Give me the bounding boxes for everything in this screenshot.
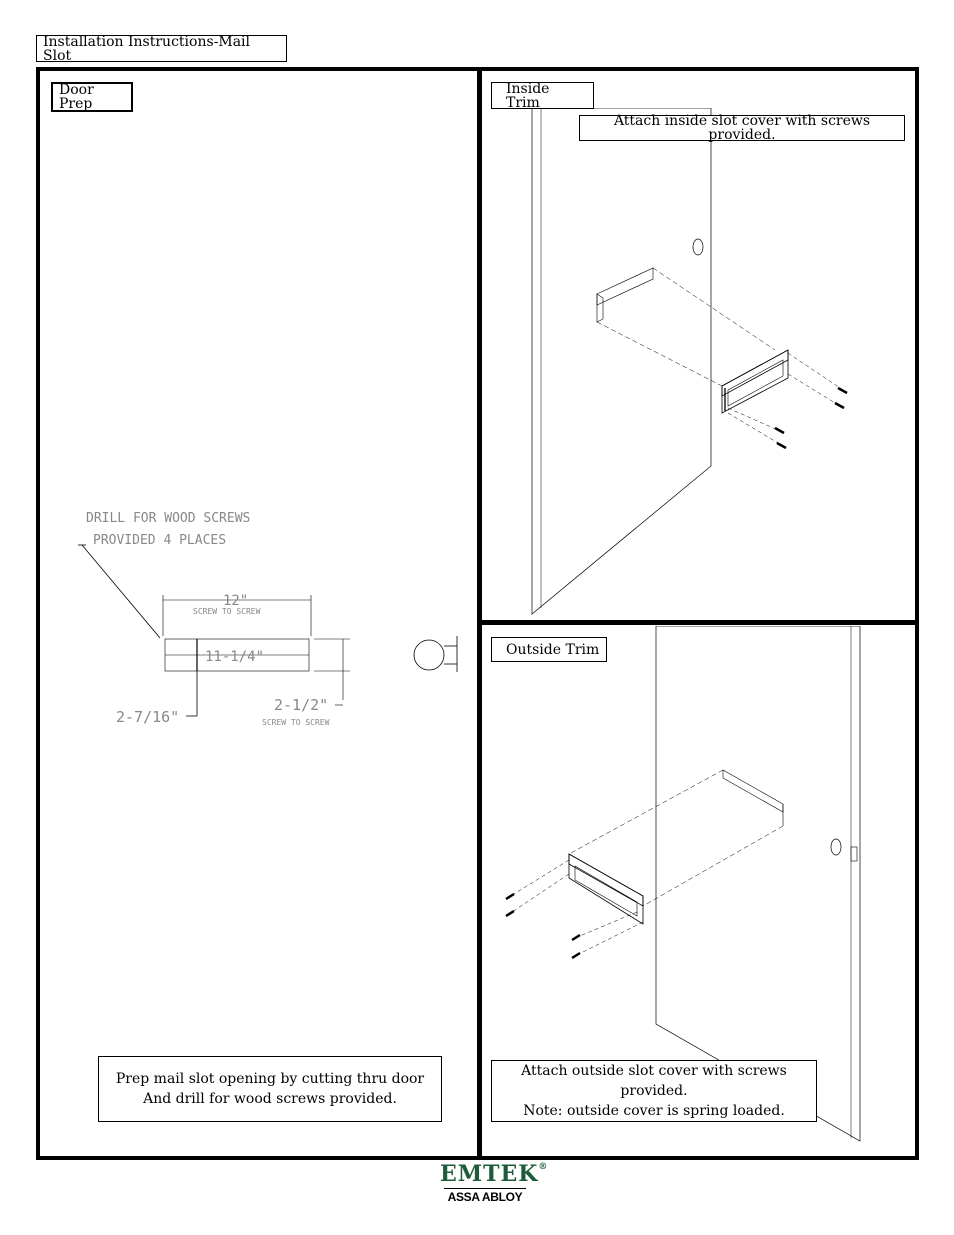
document-title-text: Installation Instructions-Mail Slot xyxy=(43,33,251,64)
brand-logo xyxy=(440,1161,549,1204)
outside-trim-label-text: Outside Trim xyxy=(506,641,600,658)
inside-trim-label xyxy=(491,82,594,109)
door-prep-label-text: Door Prep xyxy=(59,82,94,112)
outside-trim-note xyxy=(491,1060,817,1122)
outside-trim-note-line2: Note: outside cover is spring loaded. xyxy=(523,1103,785,1120)
dim-opening: 11-1/4" xyxy=(205,649,265,665)
outside-trim-note-line1: Attach outside slot cover with screws provided. xyxy=(521,1062,787,1099)
brand-registered: ® xyxy=(538,1162,549,1172)
inside-trim-label-text: Inside Trim xyxy=(506,80,550,111)
dim-opening-height: 2-7/16" xyxy=(116,708,180,726)
dim-width-sub: SCREW TO SCREW xyxy=(193,607,261,616)
panel-divider-horizontal xyxy=(480,620,917,625)
dim-height-sub: SCREW TO SCREW xyxy=(262,718,330,727)
inside-trim-note xyxy=(579,115,905,141)
inside-trim-drawing xyxy=(485,108,915,620)
door-prep-note-line2: And drill for wood screws provided. xyxy=(143,1091,397,1107)
dim-height: 2-1/2" xyxy=(274,696,329,714)
door-prep-note-line1: Prep mail slot opening by cutting thru door xyxy=(115,1070,425,1087)
brand-name: EMTEK xyxy=(440,1161,539,1187)
door-prep-label xyxy=(51,82,133,112)
drill-note-line1: DRILL FOR WOOD SCREWS xyxy=(86,511,251,526)
door-prep-note xyxy=(98,1056,442,1122)
inside-trim-note-text: Attach inside slot cover with screws provided. xyxy=(613,113,871,143)
dim-width: 12" xyxy=(223,593,249,609)
drill-note-line2: PROVIDED 4 PLACES xyxy=(93,533,227,548)
panel-divider-vertical xyxy=(477,69,482,1158)
brand-parent: ASSA ABLOY xyxy=(447,1190,523,1204)
door-prep-drawing xyxy=(60,500,470,740)
document-title xyxy=(36,35,287,62)
